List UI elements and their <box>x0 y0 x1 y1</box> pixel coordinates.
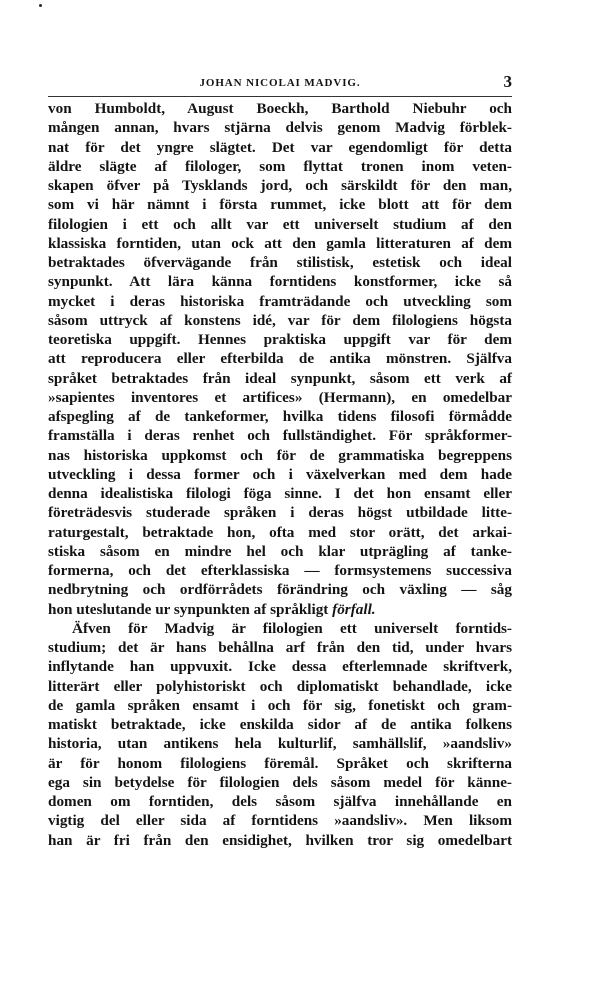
text-line: studium; det är hans behållna arf från den tid, under hvars <box>48 639 512 656</box>
text-line: synpunkt. Att lära känna forntidens konstformer, icke så <box>48 273 512 291</box>
text-line-start: hon uteslutande ur synpunkten af språkligt <box>48 600 333 618</box>
text-line: språket betraktades från ideal synpunkt, såsom ett verk af <box>48 369 512 387</box>
text-line: nas historiska uppkomst och för de grammatiska begreppens <box>48 446 512 464</box>
text-line: ega sin betydelse för filologien dels såsom medel för känne- <box>48 773 512 791</box>
text-line: filologien i ett och allt var ett universelt studium af den <box>48 215 512 233</box>
text-line <box>48 600 512 619</box>
text-line: de gamla språken ensamt i och för sig, fonetiskt och gram- <box>48 696 512 714</box>
text-line: von Humboldt, August Boeckh, Barthold Niebuhr och <box>48 100 512 117</box>
header-rule <box>48 96 512 97</box>
ink-speck <box>39 4 42 7</box>
text-line: raturgestalt, betraktade hon, ofta med stor orätt, det arkai- <box>48 523 512 541</box>
text-line: skapen öfver på Tysklands jord, och särskildt för den man, <box>48 177 512 194</box>
text-line: vigtig del eller sida af forntidens »aandsliv». Men liksom <box>48 812 512 830</box>
text-line: inflytande han uppvuxit. Icke dessa efterlemnade skriftverk, <box>48 658 512 676</box>
text-line: klassiska forntiden, utan ock att den gamla litteraturen af dem <box>48 234 512 252</box>
text-line: historia, utan antikens hela kulturlif, samhällslif, »aandsliv» <box>48 735 512 753</box>
text-line: nedbrytning och ordförrådets förändring och växling — såg <box>48 581 512 599</box>
text-line: formerna, och det efterklassiska — formsystemens successiva <box>48 562 512 579</box>
running-head <box>48 72 512 96</box>
text-line: matiskt betraktade, icke enskilda sidor af de antika folkens <box>48 716 512 733</box>
text-line: utveckling i dessa former och i växelverkan med dem hade <box>48 465 512 483</box>
text-line: domen om forntiden, dels såsom själfva innehållande en <box>48 793 512 810</box>
text-line: stiska såsom en mindre hel och klar utprägling af tanke- <box>48 542 512 560</box>
text-line: såsom uttryck af konstens idé, var för dem filologiens högsta <box>48 311 512 329</box>
text-line: som vi här nämnt i första rummet, icke blott att för dem <box>48 196 512 214</box>
text-line: mycket i deras historiska framträdande och utveckling som <box>48 292 512 310</box>
text-line: »sapientes inventores et artifices» (Hermann), en omedelbar <box>48 388 512 406</box>
text-line: nat för det yngre slägtet. Det var egendomligt för detta <box>48 138 512 156</box>
text-line: Äfven för Madvig är filologien ett universelt forntids- <box>72 619 512 637</box>
text-line: framställa i deras renhet och fullständighet. För språkformer- <box>48 427 512 445</box>
text-line: denna idealistiska filologi föga sinne. I det hon ensamt eller <box>48 485 512 502</box>
text-line: litterärt eller polyhistoriskt och diplomatiskt behandlade, icke <box>48 677 512 695</box>
text-line: företrädesvis studerade språken i deras högst utbildade litte- <box>48 504 512 522</box>
text-line: är för honom filologiens föremål. Språket och skrifterna <box>48 754 512 772</box>
text-line: mången annan, hvars stjärna delvis genom Madvig förblek- <box>48 119 512 137</box>
paragraph <box>48 619 512 850</box>
emphasized-word: förfall. <box>332 600 376 618</box>
text-line: han är fri från den ensidighet, hvilken tror sig omedelbart <box>48 831 512 849</box>
text-line: att reproducera eller efterbilda de antika mönstren. Själfva <box>48 350 512 368</box>
body-text <box>48 99 512 850</box>
text-line: betraktades öfvervägande från stilistisk, estetisk och ideal <box>48 254 512 271</box>
text-line: äldre slägte af filologer, som flyttat tronen inom veten- <box>48 157 512 175</box>
header-title: JOHAN NICOLAI MADVIG. <box>199 77 361 89</box>
paragraph <box>48 99 512 619</box>
text-line: teoretiska uppgift. Hennes praktiska uppgift var för dem <box>48 331 512 348</box>
page-number: 3 <box>503 72 512 91</box>
text-line: afspegling af de tankeformer, hvilka tidens filosofi förmådde <box>48 408 512 425</box>
